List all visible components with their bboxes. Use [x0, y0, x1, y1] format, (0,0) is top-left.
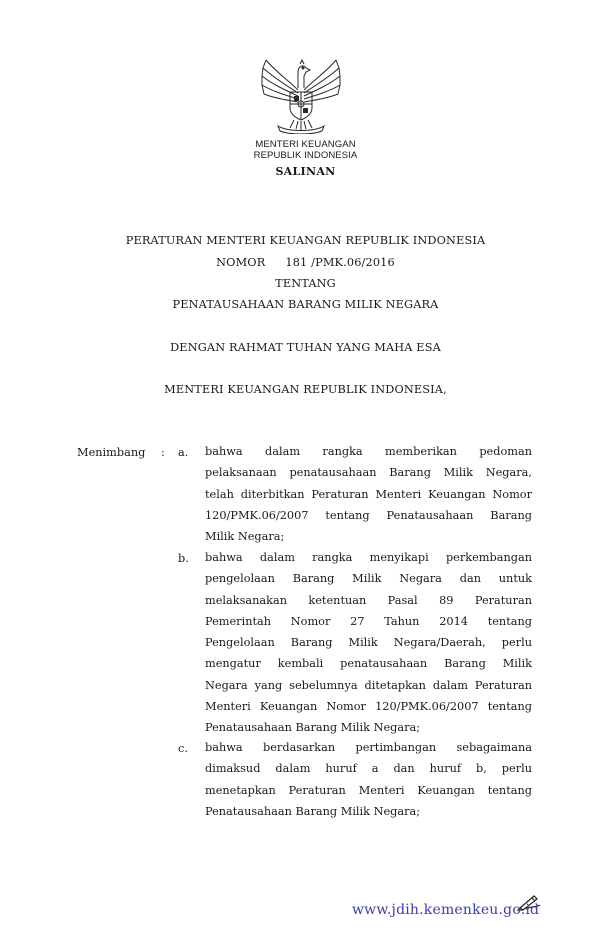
consideration-line: pelaksanaan penatausahaan Barang Milik Negara, — [205, 466, 532, 480]
menimbang-label: Menimbang — [77, 446, 146, 459]
consideration-line: bahwa berdasarkan pertimbangan sebagaimana — [205, 741, 532, 754]
consideration-line: 120/PMK.06/2007 tentang Penatausahaan Barang — [205, 508, 532, 522]
menimbang-colon: : — [161, 446, 165, 459]
consideration-line: dimaksud dalam huruf a dan huruf b, perlu — [205, 762, 532, 776]
consideration-line: pengelolaan Barang Milik Negara dan untuk — [205, 572, 532, 586]
consideration-line: Negara yang sebelumnya ditetapkan dalam Peraturan — [205, 678, 532, 692]
preamble: DENGAN RAHMAT TUHAN YANG MAHA ESA — [170, 341, 441, 354]
garuda-emblem — [258, 50, 344, 134]
consideration-line: Pengelolaan Barang Milik Negara/Daerah, perlu — [205, 636, 532, 650]
consideration-letter-b: b. — [178, 552, 189, 565]
consideration-c — [205, 737, 532, 822]
consideration-line: Pemerintah Nomor 27 Tahun 2014 tentang — [205, 614, 532, 628]
institution-name-line2: REPUBLIK INDONESIA — [253, 150, 358, 161]
regulation-subject: PENATAUSAHAAN BARANG MILIK NEGARA — [172, 298, 439, 311]
tentang-label: TENTANG — [275, 277, 336, 290]
jdih-website-link[interactable]: www.jdih.kemenkeu.go.id — [352, 902, 540, 918]
consideration-line: bahwa dalam rangka memberikan pedoman — [205, 445, 532, 458]
consideration-line: telah diterbitkan Peraturan Menteri Keuangan Nomor — [205, 487, 532, 501]
regulation-number — [0, 256, 611, 269]
consideration-letter-a: a. — [178, 446, 189, 459]
institution-name-line1: MENTERI KEUANGAN — [255, 139, 356, 150]
consideration-line: Milik Negara; — [205, 530, 285, 544]
consideration-line: mengatur kembali penatausahaan Barang Milik — [205, 657, 532, 671]
consideration-a — [205, 441, 532, 547]
nomor-value: 181 /PMK.06/2016 — [285, 256, 395, 269]
consideration-line: menetapkan Peraturan Menteri Keuangan tentang — [205, 783, 532, 797]
consideration-letter-c: c. — [178, 742, 188, 755]
consideration-b — [205, 547, 532, 739]
regulation-title: PERATURAN MENTERI KEUANGAN REPUBLIK INDONESIA — [125, 234, 486, 247]
consideration-line: Penatausahaan Barang Milik Negara; — [205, 804, 421, 818]
consideration-line: Penatausahaan Barang Milik Negara; — [205, 721, 421, 735]
issuing-authority: MENTERI KEUANGAN REPUBLIK INDONESIA, — [164, 383, 447, 396]
salinan-stamp: SALINAN — [275, 165, 336, 178]
consideration-line: bahwa dalam rangka menyikapi perkembangan — [205, 551, 532, 564]
consideration-line: melaksanakan ketentuan Pasal 89 Peraturan — [205, 593, 532, 607]
nomor-label: NOMOR — [216, 256, 266, 269]
consideration-line: Menteri Keuangan Nomor 120/PMK.06/2007 tentang — [205, 700, 532, 714]
